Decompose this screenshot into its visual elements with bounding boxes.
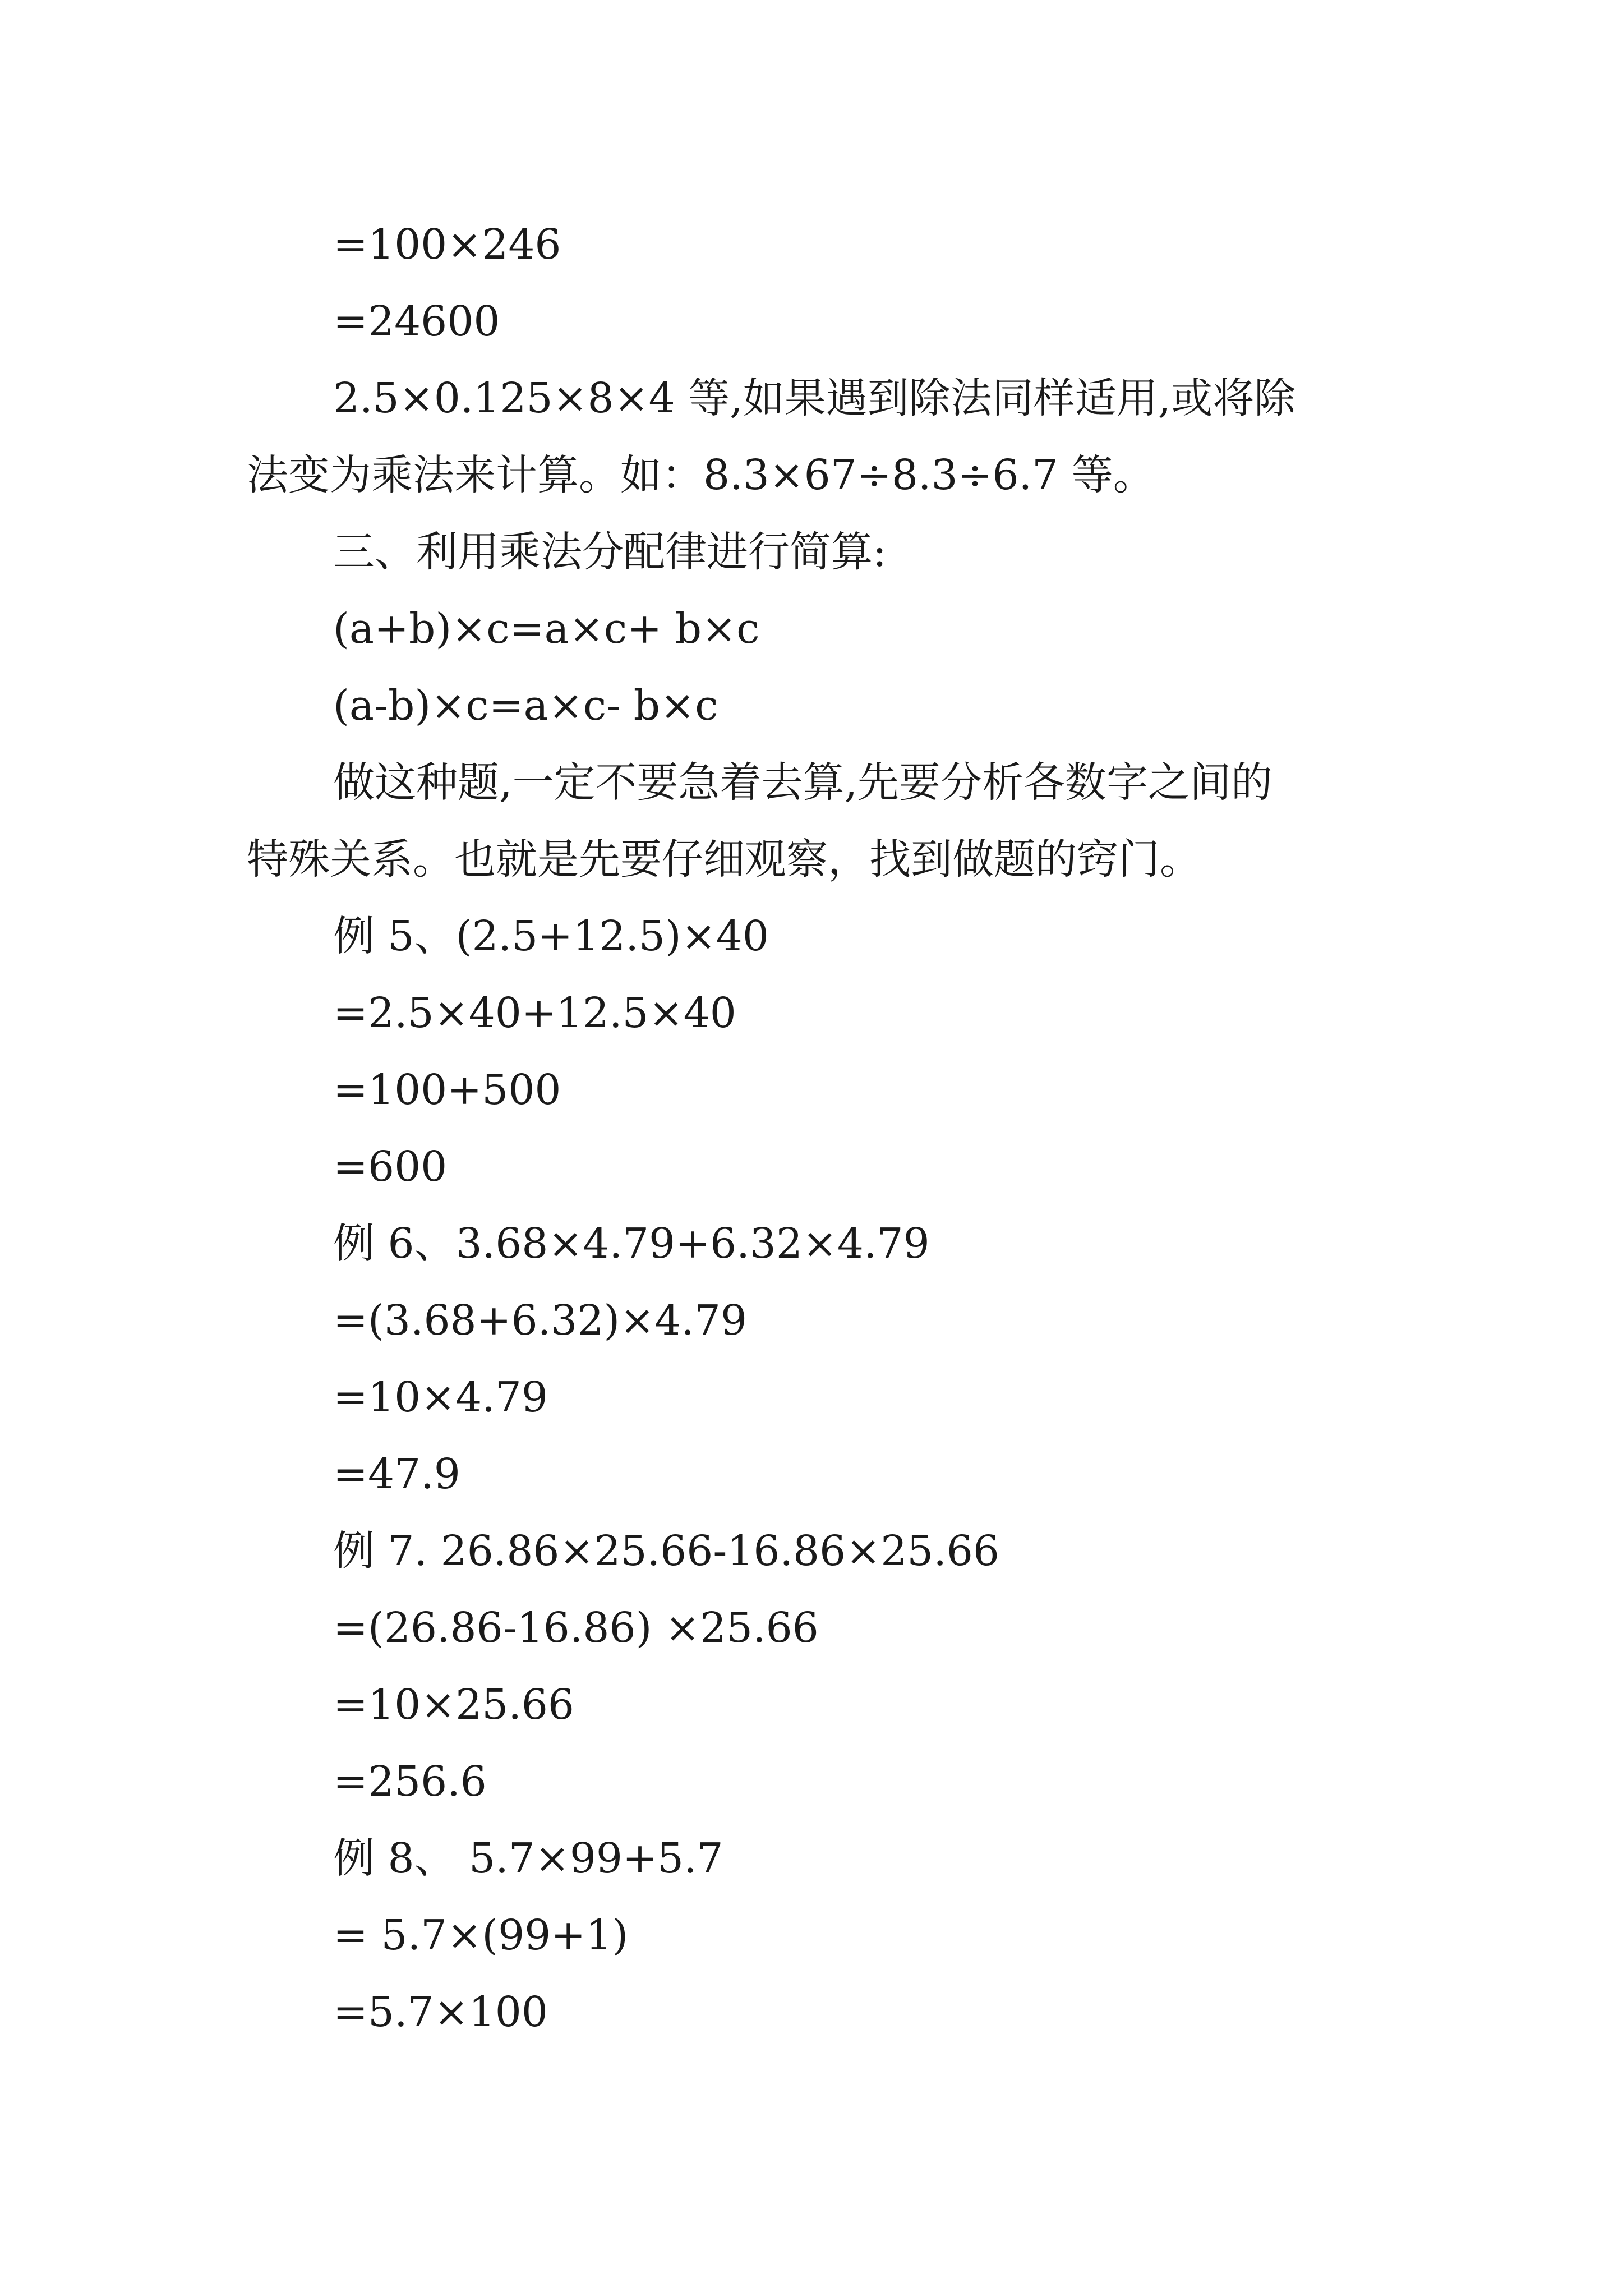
example-title: 例 5、(2.5+12.5)×40	[333, 912, 769, 960]
formula-line: (a+b)×c=a×c+ b×c	[333, 605, 760, 653]
section-heading: 三、利用乘法分配律进行简算:	[333, 528, 887, 576]
calc-step: =100+500	[333, 1066, 561, 1114]
calc-step: =(3.68+6.32)×4.79	[333, 1296, 748, 1345]
calc-step: =2.5×40+12.5×40	[333, 989, 736, 1037]
calc-step: = 5.7×(99+1)	[333, 1911, 629, 1959]
document-body	[247, 206, 1385, 2051]
text-line: =24600	[333, 297, 500, 346]
example-title: 例 6、3.68×4.79+6.32×4.79	[333, 1220, 930, 1268]
text-line: 做这种题,一定不要急着去算,先要分析各数字之间的	[333, 758, 1273, 807]
calc-step: =10×25.66	[333, 1681, 575, 1729]
example-title: 例 7. 26.86×25.66-16.86×25.66	[333, 1527, 1000, 1575]
text-line: 特殊关系。也就是先要仔细观察，找到做题的窍门。	[247, 835, 1201, 884]
calc-step: =256.6	[333, 1757, 487, 1806]
calc-step: =10×4.79	[333, 1373, 548, 1421]
calc-step: =600	[333, 1143, 448, 1191]
calc-step: =47.9	[333, 1450, 460, 1498]
calc-step: =5.7×100	[333, 1988, 548, 2036]
text-line: 法变为乘法来计算。如：8.3×67÷8.3÷6.7 等。	[247, 451, 1155, 499]
formula-line: (a-b)×c=a×c- b×c	[333, 682, 718, 730]
text-line: 2.5×0.125×8×4 等,如果遇到除法同样适用,或将除	[333, 374, 1296, 422]
text-line: =100×246	[333, 220, 561, 269]
example-title: 例 8、 5.7×99+5.7	[333, 1834, 723, 1883]
calc-step: =(26.86-16.86) ×25.66	[333, 1604, 819, 1652]
